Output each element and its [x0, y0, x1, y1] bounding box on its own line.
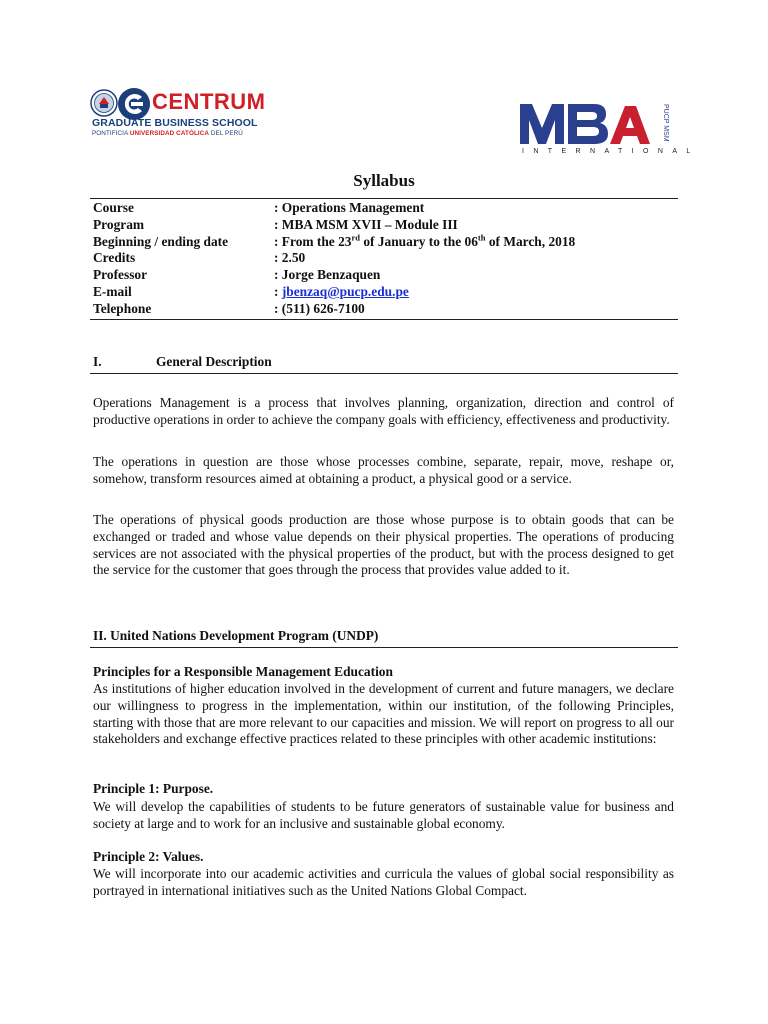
info-value: : From the 23rd of January to the 06th of March, 2018 [274, 232, 576, 249]
info-row-course [93, 200, 678, 217]
info-row-email [93, 284, 678, 301]
section-1-divider [90, 373, 678, 374]
principle-2-text: We will incorporate into our academic activities and curricula the values of global social responsibility as portrayed in international initiatives such as the United Nations Global Compact. [93, 866, 674, 898]
info-value: : MBA MSM XVII – Module III [274, 216, 458, 232]
info-label: Course [93, 200, 134, 215]
info-row-program [93, 217, 678, 234]
info-label: Professor [93, 267, 148, 283]
paragraph: Operations Management is a process that involves planning, organization, direction and control of productive operations in order to achieve the company goals with efficiency, effectiveness and productivity. [93, 395, 674, 427]
info-divider [90, 319, 678, 320]
university-name: PONTIFICIA UNIVERSIDAD CATÓLICA DEL PERÚ [92, 130, 243, 137]
principle-1-text: We will develop the capabilities of students to be future generators of sustainable value for business and society at large and to work for an inclusive and sustainable global economy. [93, 799, 674, 831]
section-title: General Description [156, 354, 272, 369]
centrum-logo [90, 86, 280, 138]
mba-letters-icon [518, 98, 678, 148]
top-divider [90, 198, 678, 199]
svg-text:PUCP MSM: PUCP MSM [662, 104, 669, 142]
section-number: I. [93, 354, 102, 369]
section-2-divider [90, 647, 678, 648]
info-row-professor [93, 267, 678, 284]
info-value: : Operations Management [274, 200, 425, 215]
centrum-wordmark: CENTRUM [152, 89, 266, 114]
university-seal-icon [90, 89, 118, 117]
section-1-heading [93, 354, 272, 370]
section-2-heading: II. United Nations Development Program (UNDP) [93, 628, 379, 643]
mba-international-logo [518, 98, 700, 158]
centrum-subtitle: GRADUATE BUSINESS SCHOOL [92, 117, 258, 129]
page-title: Syllabus [353, 171, 415, 190]
info-value: : (511) 626-7100 [274, 300, 365, 316]
info-label: Program [93, 216, 145, 232]
info-label: Credits [93, 250, 136, 266]
principle-1-heading: Principle 1: Purpose. [93, 781, 214, 796]
email-link[interactable]: jbenzaq@pucp.edu.pe [281, 283, 409, 299]
paragraph: As institutions of higher education involved in the development of current and future managers, we declare our willingness to progress in the implementation, within our institution, of the following Principles, starting with those that are more relevant to our capacities and mission. We will report on progress to all our stakeholders and exchange effective practices related to these principles with other academic institutions: [93, 681, 674, 747]
info-label: E-mail [93, 283, 132, 299]
principles-subheading: Principles for a Responsible Management Education [93, 664, 393, 679]
info-row-credits [93, 250, 678, 267]
info-value: : 2.50 [274, 250, 306, 266]
info-value: : Jorge Benzaquen [274, 267, 381, 283]
info-row-dates [93, 234, 678, 251]
info-label: Telephone [93, 300, 152, 316]
info-value: : jbenzaq@pucp.edu.pe [274, 283, 409, 299]
paragraph: The operations in question are those whose processes combine, separate, repair, move, reshape or, somehow, transform resources aimed at obtaining a product, a physical good or a service. [93, 454, 674, 486]
centrum-c-icon [117, 87, 151, 121]
principle-2-heading: Principle 2: Values. [93, 849, 204, 864]
mba-tagline: INTERNATIONAL [522, 148, 700, 155]
course-info-table [93, 200, 678, 318]
paragraph: The operations of physical goods production are those whose purpose is to obtain goods that can be exchanged or traded and whose value depends on their physical properties. The operations of producing services are not associated with the physical properties of the product, but with the process designed to get the service for the customer that goes through the process that provides value added to it. [93, 512, 674, 578]
info-row-telephone [93, 301, 678, 318]
info-label: Beginning / ending date [93, 233, 229, 249]
